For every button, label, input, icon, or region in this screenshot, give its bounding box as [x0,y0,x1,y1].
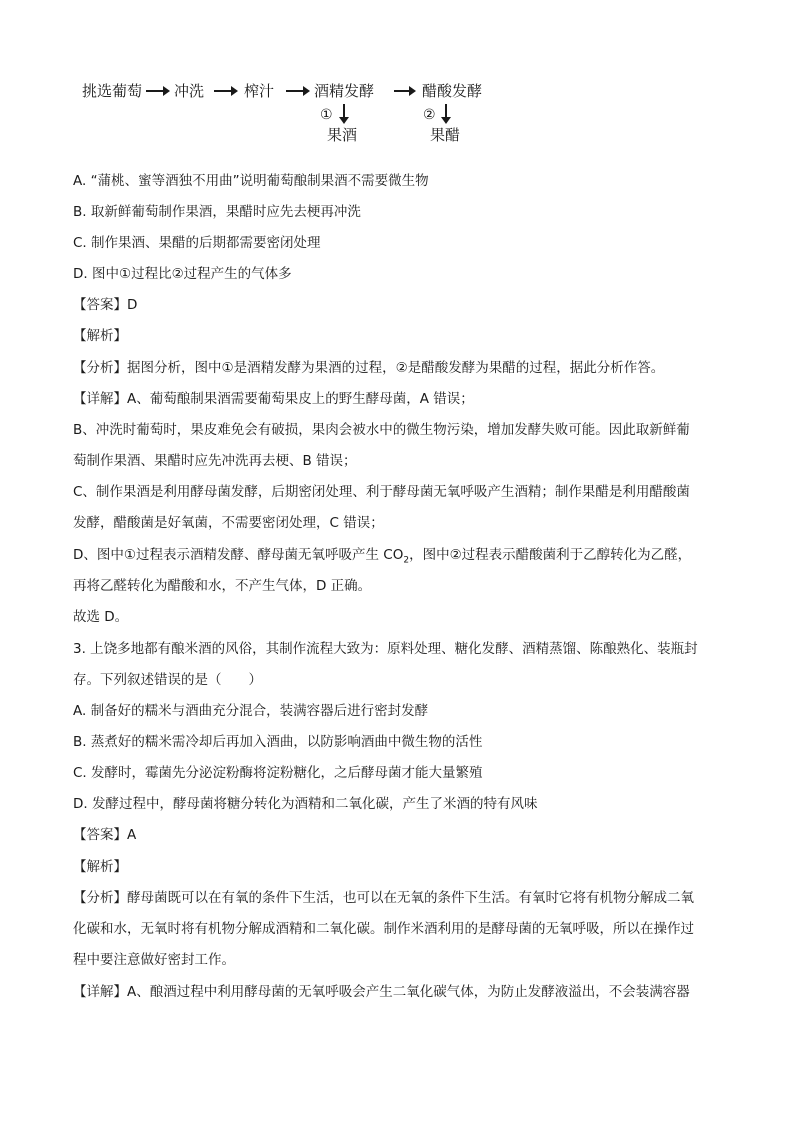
q2-conclusion: 故选 D。 [73,609,129,625]
q2-option-d: D. 图中①过程比②过程产生的气体多 [73,266,292,282]
arrow-right-icon [286,90,308,92]
q2-explanation-heading: 【解析】 [73,328,127,344]
arrow-down-icon [343,104,345,122]
process-flow-diagram [0,0,794,160]
arrow-right-icon [146,90,168,92]
step-juice: 榨汁 [244,82,275,100]
q3-explanation-heading: 【解析】 [73,859,127,875]
q3-stem-line1: 3. 上饶多地都有酿米酒的风俗，其制作流程大致为：原料处理、糖化发酵、酒精蒸馏、陈酿熟化、装瓶封 [73,641,698,657]
product-fruit-vinegar: 果醋 [430,126,461,144]
step-select-grapes: 挑选葡萄 [82,82,143,100]
q2-analysis: 【分析】据图分析，图中①是酒精发酵为果酒的过程，②是醋酸发酵为果醋的过程，据此分析作答。 [73,360,665,376]
step-wash: 冲洗 [174,82,205,100]
q2-option-c: C. 制作果酒、果醋的后期都需要密闭处理 [73,235,321,251]
q3-answer: 【答案】A [73,827,137,843]
q2-detail-d-line1 [73,545,691,571]
q2-answer: 【答案】D [73,297,138,313]
co2-subscript: 2 [403,555,410,566]
q2-detail-a: 【详解】A、葡萄酿制果酒需要葡萄果皮上的野生酵母菌，A 错误； [73,391,474,407]
step-alcohol-fermentation: 酒精发酵 [314,82,375,100]
q2-detail-b-line1: B、冲洗时葡萄时，果皮难免会有破损，果肉会被水中的微生物污染，增加发酵失败可能。因此取新鲜葡 [73,422,690,438]
branch-number-1: ① [320,107,333,123]
q3-analysis-line3: 程中要注意做好密封工作。 [73,952,235,968]
q2-detail-b-line2: 萄制作果酒、果醋时应先冲洗再去梗、B 错误； [73,453,357,469]
q3-analysis-line1: 【分析】酵母菌既可以在有氧的条件下生活，也可以在无氧的条件下生活。有氧时它将有机物分解成二氧 [73,890,694,906]
q2-option-b: B. 取新鲜葡萄制作果酒，果醋时应先去梗再冲洗 [73,204,361,220]
q2-detail-c-line2: 发酵，醋酸菌是好氧菌，不需要密闭处理，C 错误； [73,515,384,531]
arrow-right-icon [214,90,236,92]
q3-option-b: B. 蒸煮好的糯米需冷却后再加入酒曲，以防影响酒曲中微生物的活性 [73,734,483,750]
q3-option-a: A. 制备好的糯米与酒曲充分混合，装满容器后进行密封发酵 [73,703,429,719]
arrow-right-icon [394,90,414,92]
q2-option-a: A. “蒲桃、蜜等酒独不用曲”说明葡萄酿制果酒不需要微生物 [73,173,429,189]
arrow-down-icon [445,104,447,122]
q3-option-c: C. 发酵时，霉菌先分泌淀粉酶将淀粉糖化，之后酵母菌才能大量繁殖 [73,765,483,781]
product-fruit-wine: 果酒 [327,126,358,144]
q3-analysis-line2: 化碳和水，无氧时将有机物分解成酒精和二氧化碳。制作米酒利用的是酵母菌的无氧呼吸，所以在操作过 [73,921,694,937]
step-acetic-fermentation: 醋酸发酵 [422,82,483,100]
q3-detail-a: 【详解】A、酿酒过程中利用酵母菌的无氧呼吸会产生二氧化碳气体，为防止发酵液溢出，不会装满容器 [73,984,690,1000]
branch-number-2: ② [423,107,436,123]
q2-detail-d-text-post: ，图中②过程表示醋酸菌利于乙醇转化为乙醛， [409,547,692,563]
q2-detail-d-line2: 再将乙醛转化为醋酸和水，不产生气体，D 正确。 [73,578,372,594]
q3-stem-line2: 存。下列叙述错误的是（ ） [73,672,262,688]
q2-detail-d-text-pre: D、图中①过程表示酒精发酵、酵母菌无氧呼吸产生 CO [73,547,404,563]
q3-option-d: D. 发酵过程中，酵母菌将糖分转化为酒精和二氧化碳，产生了米酒的特有风味 [73,796,538,812]
q2-detail-c-line1: C、制作果酒是利用酵母菌发酵，后期密闭处理、利于酵母菌无氧呼吸产生酒精；制作果醋是利用醋酸菌 [73,484,690,500]
